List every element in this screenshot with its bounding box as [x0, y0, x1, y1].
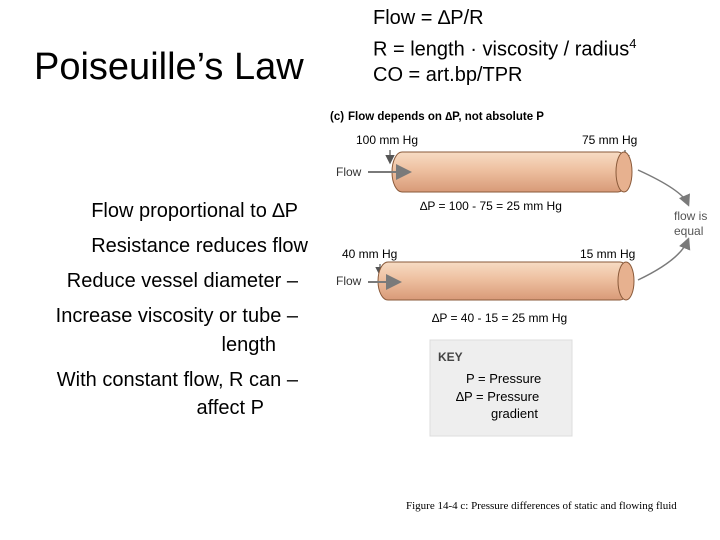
equal-flow-arrow-bottom: [638, 240, 688, 280]
resistance-formula: [373, 31, 636, 63]
tube2-delta-p: ∆P = 40 - 15 = 25 mm Hg: [432, 311, 568, 325]
figure-heading: Flow depends on ∆P, not absolute P: [348, 111, 544, 123]
bullet-constant-flow: With constant flow, R can –: [56, 369, 298, 391]
tube2-right-pressure: 15 mm Hg: [580, 247, 636, 261]
bullet-viscosity: Increase viscosity or tube –: [55, 305, 298, 327]
equal-flow-arrow-top: [638, 170, 688, 204]
key-pressure-gradient-cont: gradient: [491, 406, 538, 421]
figure-caption: Figure 14-4 c: Pressure differences of static and flowing fluid: [406, 500, 677, 512]
formula-block: [373, 6, 636, 88]
tube1-right-pressure: 75 mm Hg: [582, 133, 638, 147]
tube-1: [336, 133, 637, 213]
tube1-delta-p: ∆P = 100 - 75 = 25 mm Hg: [420, 199, 562, 213]
flow-formula: Flow = ∆P/R: [373, 7, 484, 29]
tube2-body: [378, 262, 630, 300]
flow-equal-label-2: equal: [674, 224, 704, 238]
tube2-end: [618, 262, 634, 300]
bullet-viscosity-cont: length: [221, 334, 276, 356]
tube1-left-pressure: 100 mm Hg: [356, 133, 419, 147]
tube1-end: [616, 152, 632, 192]
tube1-flow-label: Flow: [336, 165, 362, 179]
tube2-flow-label: Flow: [336, 274, 362, 288]
key-pressure: P = Pressure: [466, 371, 542, 386]
bullet-resistance: Resistance reduces flow: [91, 235, 308, 257]
flow-equal-label: flow is: [674, 209, 708, 223]
cardiac-output-formula: CO = art.bp/TPR: [373, 63, 523, 86]
key-title: KEY: [438, 350, 463, 364]
radius-exponent: 4: [629, 36, 637, 51]
tube2-left-pressure: 40 mm Hg: [342, 247, 398, 261]
figure-heading-letter: (c): [330, 111, 345, 123]
key-box: [430, 340, 572, 436]
bullet-vessel-diameter: Reduce vessel diameter –: [66, 270, 298, 292]
tube1-body: [392, 152, 628, 192]
key-pressure-gradient: ∆P = Pressure: [456, 389, 540, 404]
resistance-formula-text: R = length · viscosity / radius: [373, 38, 630, 61]
bullet-constant-flow-cont: affect P: [196, 397, 264, 419]
slide-title: Poiseuille’s Law: [34, 46, 304, 88]
tube-2: [336, 247, 635, 325]
pressure-flow-figure: [320, 100, 720, 460]
bullet-flow-proportional: Flow proportional to ∆P: [91, 200, 298, 222]
